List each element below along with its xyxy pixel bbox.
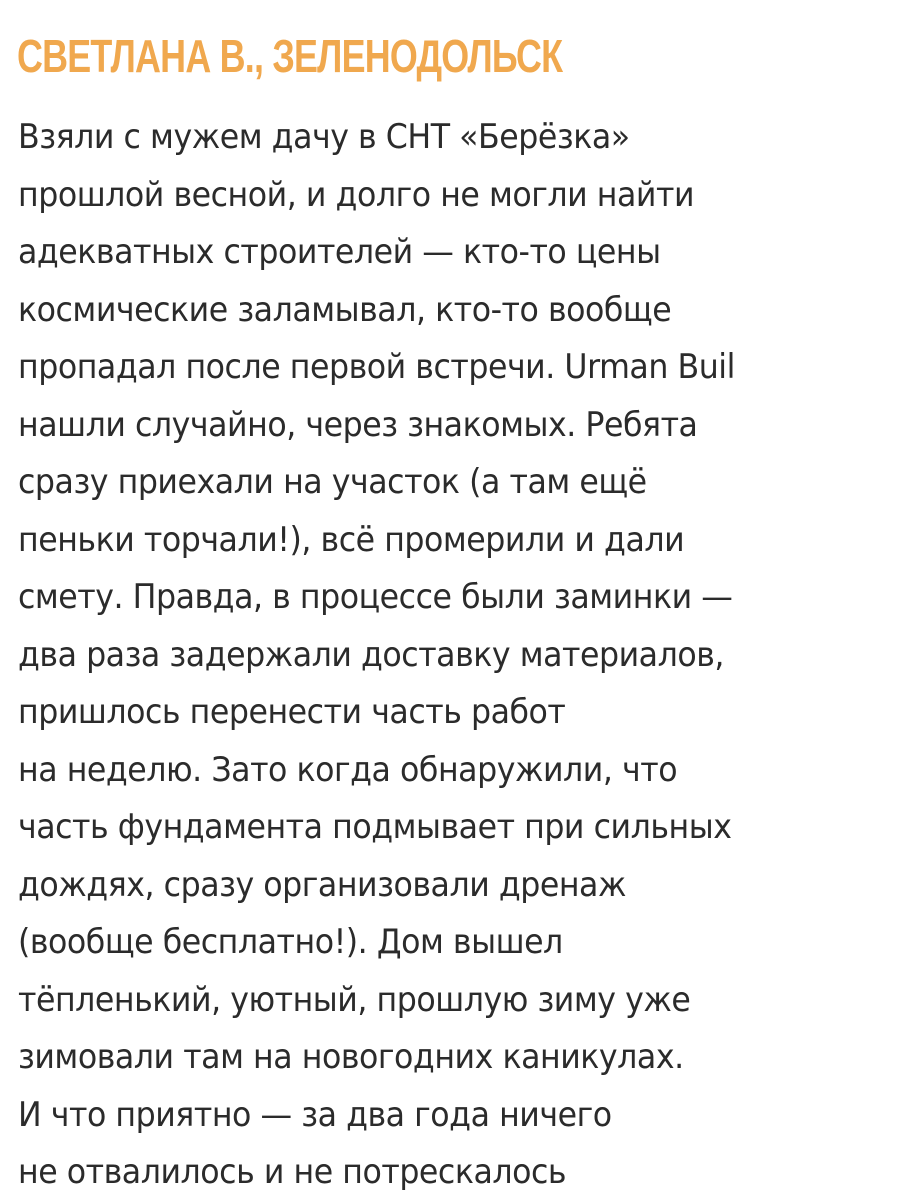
review-text-line: тёпленький, уютный, прошлую зиму уже — [18, 979, 691, 1020]
review-text-line: два раза задержали доставку материалов, — [18, 634, 724, 675]
review-text-line: дождях, сразу организовали дренаж — [18, 864, 627, 905]
review-text-line: нашли случайно, через знакомых. Ребята — [18, 404, 698, 445]
review-text-line: не отвалилось и не потрескалось — [18, 1152, 567, 1192]
review-text-line: Взяли с мужем дачу в СНТ «Берёзка» — [18, 117, 630, 157]
review-text-line: И что приятно — за два года ничего — [18, 1094, 612, 1135]
review-text-line: адекватных строителей — кто-то цены — [18, 232, 661, 272]
review-text-line: прошлой весной, и долго не могли найти — [18, 174, 695, 215]
review-author: СВЕТЛАНА В., ЗЕЛЕНОДОЛЬСК — [17, 30, 563, 82]
review-text-line: смету. Правда, в процессе были заминки — — [18, 577, 733, 617]
review-text-line: сразу приехали на участок (а там ещё — [18, 462, 647, 502]
review-text-line: (вообще бесплатно!). Дом вышел — [18, 922, 563, 962]
review-text-line: часть фундамента подмывает при сильных — [18, 807, 732, 847]
review-text-line: зимовали там на новогодних каникулах. — [18, 1037, 684, 1077]
review-text-line: пеньки торчали!), всё промерили и дали — [18, 519, 685, 560]
review-text-line: космические заламывал, кто-то вообще — [18, 289, 672, 330]
review-text — [18, 109, 918, 1202]
review-text-line: пришлось перенести часть работ — [18, 692, 566, 732]
review-text-line: пропадал после первой встречи. Urman Buil — [18, 347, 735, 387]
review-text-line: на неделю. Зато когда обнаружили, что — [18, 749, 678, 790]
